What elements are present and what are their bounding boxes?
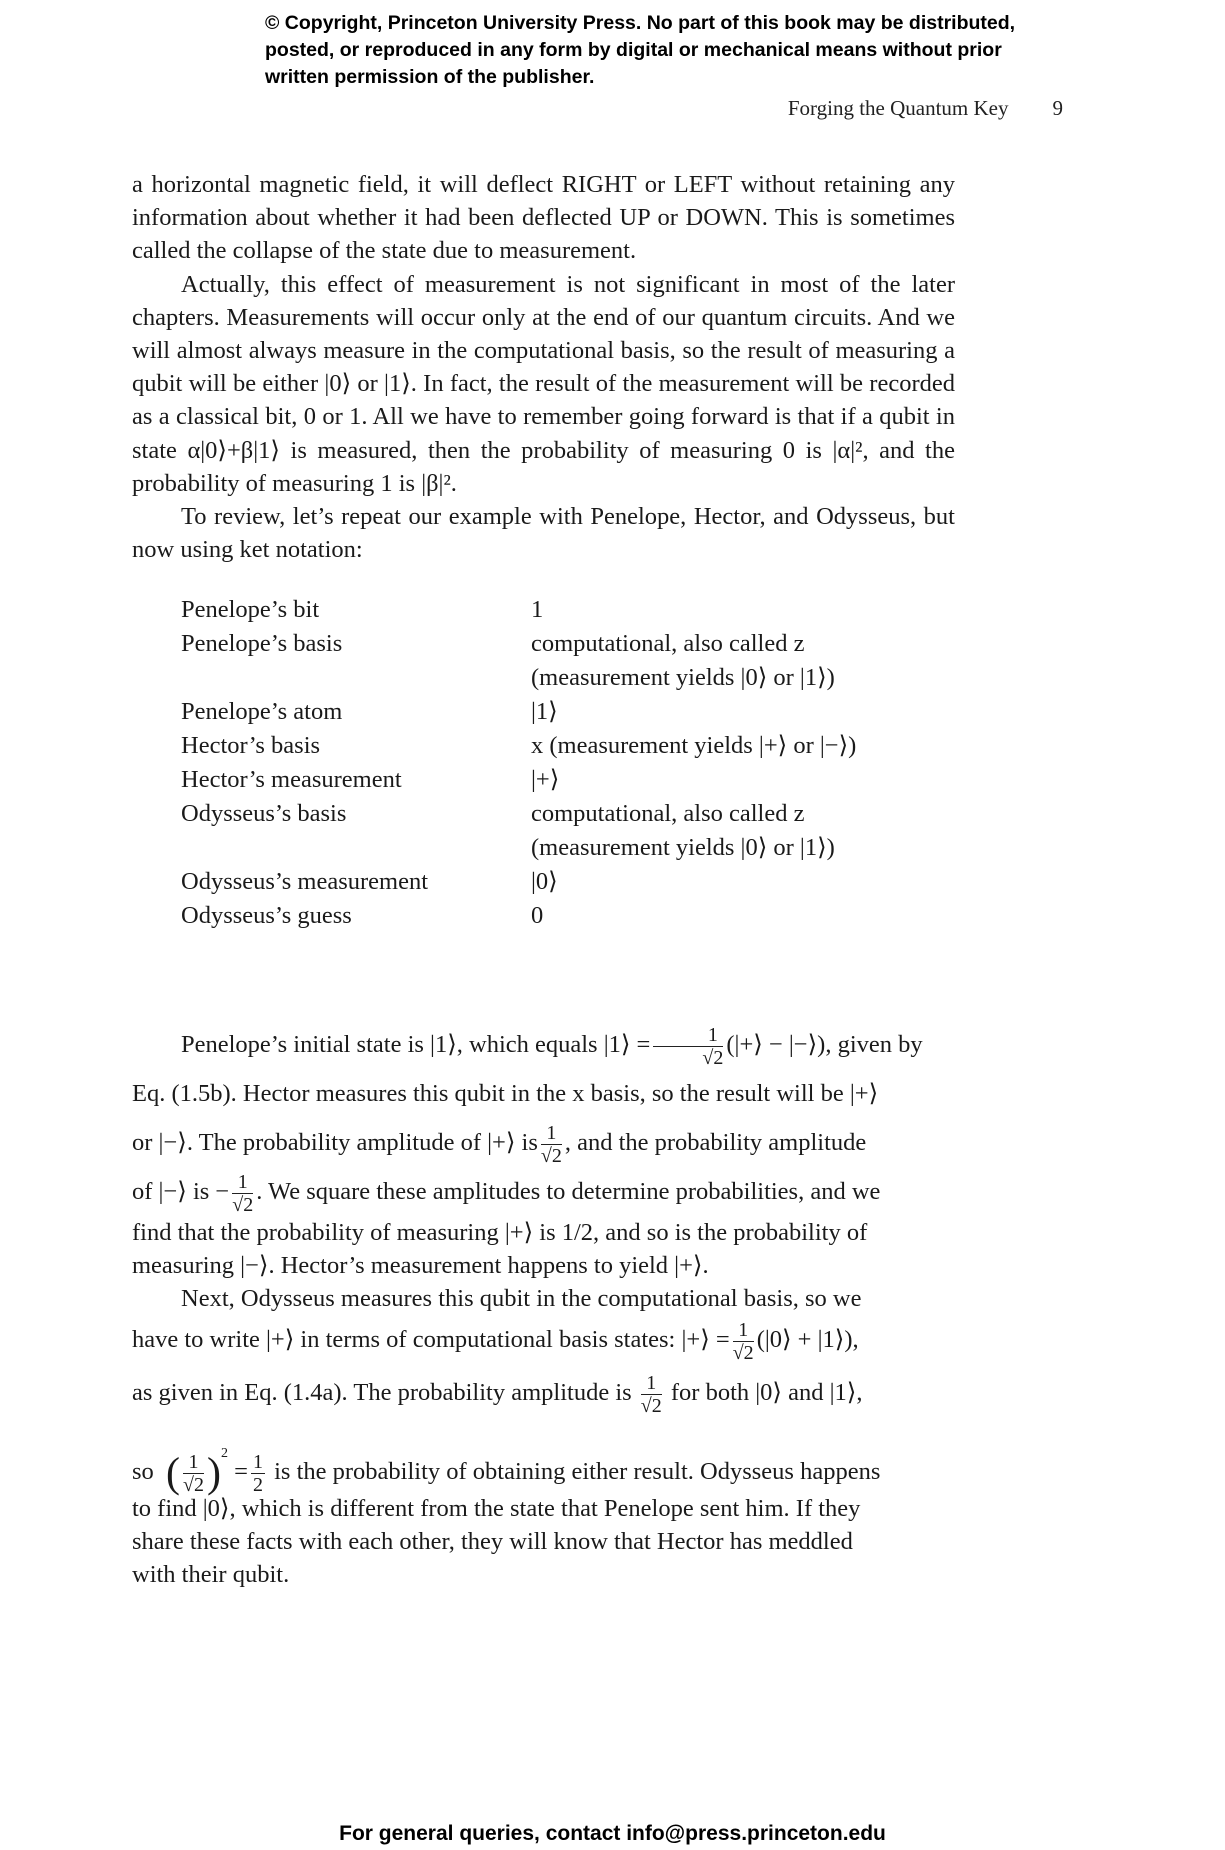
text-segment: as given in Eq. (1.4a). The probability amplitude is: [132, 1379, 632, 1406]
row-label: Odysseus’s guess: [181, 902, 352, 929]
fraction-denominator: √2: [702, 1046, 724, 1069]
fraction-denominator: √2: [540, 1144, 562, 1167]
text-line: find that the probability of measuring |+⟩ is 1/2, and so is the probability of: [132, 1219, 868, 1246]
left-paren: (: [166, 1450, 181, 1497]
row-value-line: computational, also called z: [531, 800, 805, 827]
fraction-1-over-root2: [653, 1024, 723, 1069]
fraction-1-over-root2: [641, 1372, 662, 1417]
exponent: 2: [221, 1446, 229, 1461]
text-line: share these facts with each other, they will know that Hector has meddled: [132, 1528, 853, 1555]
text-line: Next, Odysseus measures this qubit in the computational basis, so we: [181, 1285, 862, 1312]
row-label: Odysseus’s basis: [181, 800, 347, 827]
row-value: |0⟩: [531, 868, 558, 895]
table-row: [181, 729, 856, 763]
fraction-numerator: 1: [641, 1372, 662, 1395]
row-value: [531, 627, 856, 695]
fraction-numerator: 1: [232, 1171, 253, 1194]
text-line: to find |0⟩, which is different from the state that Penelope sent him. If they: [132, 1495, 861, 1522]
row-label: Odysseus’s measurement: [181, 868, 428, 895]
table-row: [181, 797, 856, 865]
row-label: Penelope’s atom: [181, 698, 343, 725]
copyright-notice: © Copyright, Princeton University Press. No part of this book may be distributed, posted, or reproduced in any form by digital or mechanical means without prior written permission of the publisher.: [265, 12, 1016, 88]
fraction-denominator: √2: [232, 1193, 254, 1216]
running-head: [788, 96, 1063, 121]
page-number: 9: [1052, 96, 1063, 120]
paragraph-2: Actually, this effect of measurement is not significant in most of the later chapters. Measurements will occur only at the end of our quantum circuits. And we will almost always measure in the computational basis, so the result of measuring a qubit will be either |0⟩ or |1⟩. In fact, the result of the measurement will be recorded as a classical bit, 0 or 1. All we have to remember going forward is that if a qubit in state α|0⟩+β|1⟩ is measured, then the probability of measuring 0 is |α|², and the probability of measuring 1 is |β|².: [132, 270, 955, 497]
text-segment: of |−⟩ is −: [132, 1178, 230, 1205]
fraction-numerator: 1: [733, 1319, 754, 1342]
table-row: [181, 627, 856, 695]
row-value: |+⟩: [531, 766, 560, 793]
row-value-line: (measurement yields |0⟩ or |1⟩): [531, 664, 835, 691]
text-segment: (|+⟩ − |−⟩), given by: [726, 1031, 923, 1058]
right-paren: ): [207, 1450, 222, 1497]
text-segment: is the probability of obtaining either result. Odysseus happens: [274, 1458, 881, 1485]
fraction-denominator: √2: [183, 1473, 205, 1496]
text-segment: , and the probability amplitude: [564, 1129, 867, 1156]
text-line: measuring |−⟩. Hector’s measurement happens to yield |+⟩.: [132, 1252, 709, 1279]
equals-sign: =: [234, 1458, 248, 1485]
row-label: Penelope’s bit: [181, 596, 320, 623]
row-label: Penelope’s basis: [181, 630, 343, 657]
fraction-1-over-2: [251, 1451, 265, 1496]
text-line: [132, 1118, 955, 1167]
text-line: [132, 1020, 955, 1069]
table-row: [181, 695, 856, 729]
fraction-1-over-root2: [183, 1451, 204, 1496]
fraction-denominator: 2: [252, 1473, 263, 1496]
fraction-1-over-root2: [541, 1122, 562, 1167]
row-value-line: (measurement yields |0⟩ or |1⟩): [531, 834, 835, 861]
chapter-title: Forging the Quantum Key: [787, 96, 1009, 120]
table-row: [181, 763, 856, 797]
example-summary-table: [181, 593, 856, 933]
text-line: [132, 1422, 955, 1497]
text-line: [132, 1167, 955, 1216]
text-line: [132, 1315, 955, 1364]
text-segment: for both |0⟩ and |1⟩,: [670, 1379, 863, 1406]
fraction-numerator: 1: [183, 1451, 204, 1474]
text-segment: . We square these amplitudes to determine probabilities, and we: [256, 1178, 881, 1205]
text-line: [132, 1364, 955, 1422]
row-value: 0: [531, 902, 544, 929]
row-label: Hector’s basis: [181, 732, 321, 759]
row-value: x (measurement yields |+⟩ or |−⟩): [531, 732, 857, 759]
table-row: [181, 593, 856, 627]
fraction-numerator: 1: [541, 1122, 562, 1145]
fraction-1-over-root2: [733, 1319, 754, 1364]
fraction-denominator: √2: [640, 1394, 662, 1417]
fraction-numerator: 1: [653, 1024, 723, 1047]
paragraph-1: a horizontal magnetic field, it will deflect RIGHT or LEFT without retaining any information about whether it had been deflected UP or DOWN. This is sometimes called the collapse of the state due to measurement.: [132, 171, 955, 265]
body-text: [132, 168, 955, 566]
fraction-numerator: 1: [252, 1450, 263, 1473]
table-row: [181, 899, 856, 933]
worked-example: [132, 1020, 955, 1591]
text-segment: have to write |+⟩ in terms of computational basis states: |+⟩ =: [132, 1326, 730, 1353]
fraction-denominator: √2: [732, 1341, 754, 1364]
paragraph-3: To review, let’s repeat our example with Penelope, Hector, and Odysseus, but now using ket notation:: [132, 503, 955, 564]
text-line: Eq. (1.5b). Hector measures this qubit in the x basis, so the result will be |+⟩: [132, 1080, 879, 1107]
text-line: with their qubit.: [132, 1561, 290, 1588]
row-label: Hector’s measurement: [181, 766, 402, 793]
text-segment: (|0⟩ + |1⟩),: [756, 1326, 859, 1353]
text-segment: so: [132, 1458, 154, 1485]
row-value-line: computational, also called z: [531, 630, 805, 657]
text-segment: Penelope’s initial state is |1⟩, which equals |1⟩ =: [181, 1031, 651, 1058]
row-value: |1⟩: [531, 698, 558, 725]
footer-contact: For general queries, contact info@press.princeton.edu: [339, 1822, 886, 1845]
row-value: [531, 797, 856, 865]
row-value: 1: [531, 596, 544, 623]
fraction-1-over-root2: [232, 1171, 253, 1216]
table-row: [181, 865, 856, 899]
text-segment: or |−⟩. The probability amplitude of |+⟩ is: [132, 1129, 538, 1156]
